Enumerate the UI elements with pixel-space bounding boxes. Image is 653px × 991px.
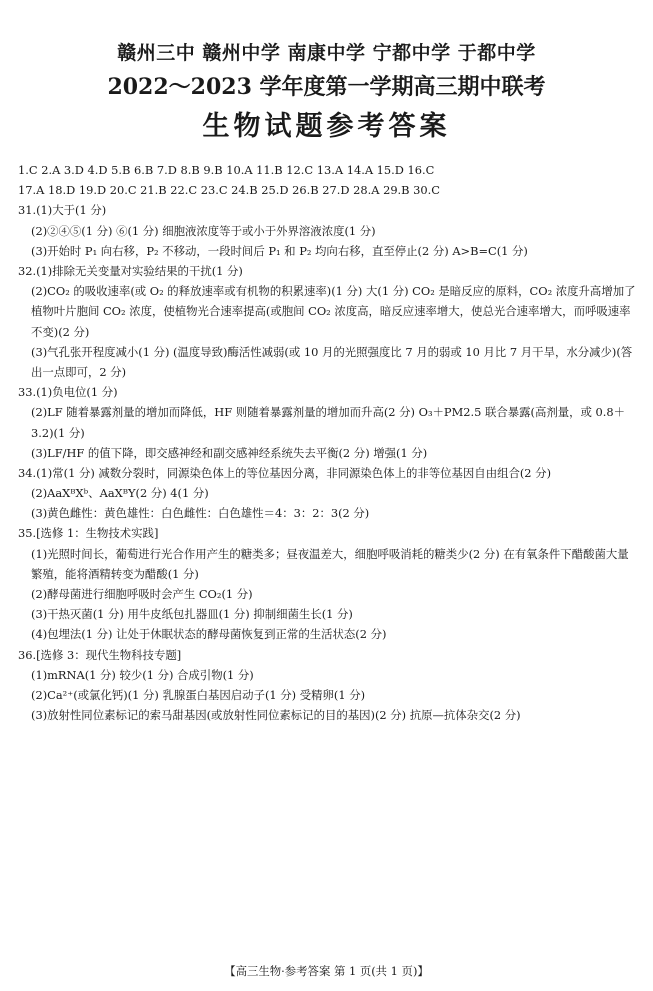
exam-title: 2022～2023 学年度第一学期高三期中联考 bbox=[107, 74, 546, 100]
page-footer: 【高三生物·参考答案 第 1 页(共 1 页)】 bbox=[224, 964, 429, 978]
q36-heading: 36.[选修 3：现代生物科技专题] bbox=[18, 647, 182, 662]
q36-part2: (2)Ca²⁺(或氯化钙)(1 分) 乳腺蛋白基因启动子(1 分) 受精卵(1 分) bbox=[31, 688, 366, 703]
q35-part1: (1)光照时间长，葡萄进行光合作用产生的糖类多；昼夜温差大，细胞呼吸消耗的糖类少(2 分) 在有氧条件下醋酸菌大量繁殖，能将酒精转变为醋酸(1 分) bbox=[31, 546, 629, 581]
q34-part2: (2)AaXᴮXᵇ、AaXᴮY(2 分) 4(1 分) bbox=[31, 486, 209, 501]
q32-part1: 32.(1)排除无关变量对实验结果的干扰(1 分) bbox=[18, 263, 243, 278]
q34-part1: 34.(1)常(1 分) 减数分裂时，同源染色体上的等位基因分离，非同源染色体上的非等位基因自由组合(2 分) bbox=[18, 465, 552, 480]
choice-answers-line-1: 1.C 2.A 3.D 4.D 5.B 6.B 7.D 8.B 9.B 10.A 11.B 12.C 13.A 14.A 15.D 16.C bbox=[18, 163, 435, 177]
q31-part3: (3)开始时 P₁ 向右移，P₂ 不移动，一段时间后 P₁ 和 P₂ 均向右移，直至停止(2 分) A>B=C(1 分) bbox=[31, 243, 528, 258]
q36-part3: (3)放射性同位素标记的索马甜基因(或放射性同位素标记的目的基因)(2 分) 抗原—抗体杂交(2 分) bbox=[31, 708, 521, 723]
choice-answers-line-2: 17.A 18.D 19.D 20.C 21.B 22.C 23.C 24.B 25.D 26.B 27.D 28.A 29.B 30.C bbox=[18, 183, 441, 198]
q35-heading: 35.[选修 1：生物技术实践] bbox=[18, 526, 159, 541]
q33-part3: (3)LF/HF 的值下降，即交感神经和副交感神经系统失去平衡(2 分) 增强(1 分) bbox=[31, 445, 428, 460]
answer-body bbox=[18, 160, 640, 725]
q31-part2: (2)②④⑤(1 分) ⑥(1 分) 细胞液浓度等于或小于外界溶液浓度(1 分) bbox=[31, 223, 376, 238]
q32-part2: (2)CO₂ 的吸收速率(或 O₂ 的释放速率或有机物的积累速率)(1 分) 大(1 分) CO₂ 是暗反应的原料，CO₂ 浓度升高增加了植物叶片胞间 CO₂ 浓度，使植物光合速率提高(或胞间 CO₂ 浓度高，暗反应速率增大，使总光合速率增大，而呼吸速率不变)(2 分) bbox=[31, 284, 636, 339]
q35-part4: (4)包埋法(1 分) 让处于休眠状态的酵母菌恢复到正常的生活状态(2 分) bbox=[31, 627, 387, 642]
q36-part1: (1)mRNA(1 分) 较少(1 分) 合成引物(1 分) bbox=[31, 667, 254, 682]
q33-part1: 33.(1)负电位(1 分) bbox=[18, 385, 118, 400]
q31-part1: 31.(1)大于(1 分) bbox=[18, 203, 107, 218]
q34-part3: (3)黄色雌性：黄色雄性：白色雌性：白色雄性＝4：3：2：3(2 分) bbox=[31, 506, 370, 521]
q32-part3: (3)气孔张开程度减小(1 分) (温度导致)酶活性减弱(或 10 月的光照强度比 7 月的弱或 10 月比 7 月干旱，水分减少)(答出一点即可，2 分) bbox=[31, 344, 633, 379]
q35-part3: (3)干热灭菌(1 分) 用牛皮纸包扎器皿(1 分) 抑制细菌生长(1 分) bbox=[31, 607, 353, 622]
q35-part2: (2)酵母菌进行细胞呼吸时会产生 CO₂(1 分) bbox=[31, 587, 253, 602]
q33-part2: (2)LF 随着暴露剂量的增加而降低，HF 则随着暴露剂量的增加而升高(2 分) O₃＋PM2.5 联合暴露(高剂量，或 0.8＋3.2)(1 分) bbox=[31, 405, 626, 440]
school-list: 赣州三中 赣州中学 南康中学 宁都中学 于都中学 bbox=[117, 42, 536, 64]
page-title: 生物试题参考答案 bbox=[202, 111, 451, 142]
